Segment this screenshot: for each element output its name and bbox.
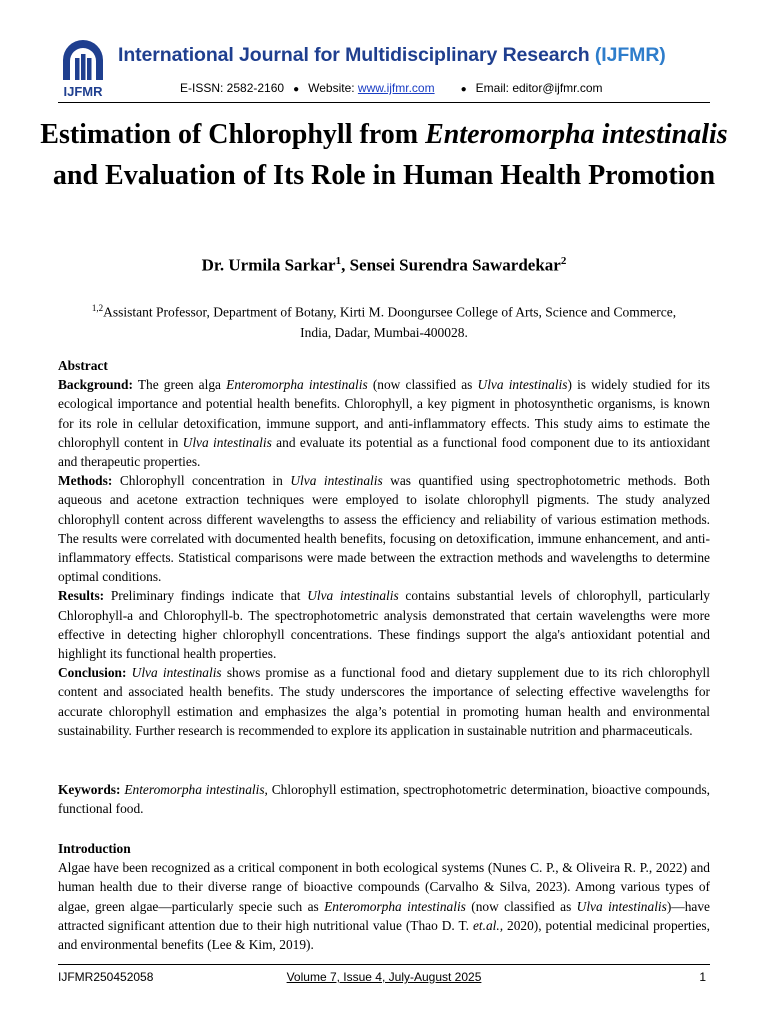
keywords-label: Keywords: <box>58 782 121 797</box>
email: Email: editor@ijfmr.com <box>475 81 603 95</box>
paragraph-text: 2020), potential medicinal properties, and environmental benefits (Lee & Kim, 2019). <box>58 917 710 953</box>
affiliation-text: Assistant Professor, Department of Botany, Kirti M. Doongursee College of Arts, Science and Commerce, India, Dadar, Mumbai-400028. <box>103 304 677 340</box>
paragraph-text: (now classified as <box>367 377 478 393</box>
abstract-methods <box>58 471 710 586</box>
species-name: Ulva intestinalis <box>290 473 383 489</box>
affiliation <box>80 298 688 343</box>
author-name: Sensei Surendra Sawardekar <box>349 255 561 275</box>
ijfmr-logo <box>58 40 108 100</box>
section-label: Results: <box>58 588 105 604</box>
author-list <box>40 255 728 276</box>
journal-header <box>58 40 718 100</box>
eissn: E-ISSN: 2582-2160 <box>180 81 285 95</box>
journal-abbr: (IJFMR) <box>594 44 666 66</box>
author-separator: , <box>341 255 350 275</box>
keywords-text: , Chlorophyll estimation, spectrophotometric determination, bioactive compounds, functional food. <box>58 782 710 817</box>
paragraph-text: The green alga <box>132 377 227 393</box>
bullet-separator: ● <box>293 84 300 95</box>
paragraph-text: contains substantial levels of chlorophyll, particularly Chlorophyll-a and Chlorophyll-b. The spectrophotometric analysis demonstrated that certain wavelengths were more effective in detecting higher chlorophyll concentrations. These findings support the alga's antioxidant potential and highlight its functional health properties. <box>58 588 711 662</box>
footer-divider <box>58 964 710 965</box>
citation-etal: et.al., <box>472 917 504 933</box>
paragraph-text: Algae have been recognized as a critical component in both ecological systems (Nunes C. P., & Oliveira R. P., 2022) and human health due to their diverse range of bioactive compounds (Carvalho & Silva, 2023). Among various types of algae, green algae—particularly specie such as <box>58 860 710 914</box>
abstract-heading: Abstract <box>58 358 108 373</box>
paragraph-text: Chlorophyll concentration in <box>112 473 291 489</box>
species-name: Enteromorpha intestinalis <box>324 898 466 914</box>
paragraph-text: was quantified using spectrophotometric methods. Both aqueous and acetone extraction techniques were employed to isolate chlorophyll pigments. The study analyzed chlorophyll content across different wavelengths to assess the efficiency and reliability of various estimation methods. The results were correlated with documented health benefits, focusing on detoxification, immune enhancement, and anti-inflammatory effects. Statistical comparisons were made between the extraction methods and wavelengths to determine optimal conditions. <box>58 473 710 585</box>
paragraph-text: (now classified as <box>465 898 577 914</box>
species-name: Ulva intestinalis <box>477 377 568 393</box>
paragraph-text: and evaluate its potential as a functional food component due to its antioxidant and therapeutic properties. <box>58 434 711 470</box>
introduction-paragraph <box>58 858 710 954</box>
section-label: Conclusion: <box>58 665 127 681</box>
abstract-background <box>58 375 710 471</box>
paragraph-text: shows promise as a functional food and dietary supplement due to its rich chlorophyll content and associated health benefits. The study underscores the importance of selecting effective wavelengths for accurate chlorophyll estimation and emphasizes the alga’s potential in promoting human health and environmental sustainability. Further research is recommended to explore its application in sustainable nutrition and pharmaceuticals. <box>58 665 710 738</box>
keywords-section <box>58 780 710 818</box>
introduction-section <box>58 839 710 954</box>
page-footer <box>58 970 710 988</box>
journal-contact-line <box>180 81 603 95</box>
keywords <box>58 780 710 818</box>
author-name: Dr. Urmila Sarkar <box>201 255 336 275</box>
abstract-conclusion <box>58 663 710 740</box>
section-label: Methods: <box>58 473 113 489</box>
introduction-heading: Introduction <box>58 841 131 856</box>
abstract-results <box>58 586 710 663</box>
website-label: Website: <box>308 81 355 95</box>
paragraph-text: )—have attracted significant attention due to their high nutritional value (Thao D. T. <box>58 898 710 933</box>
author-affiliation-marker: 2 <box>560 255 567 267</box>
species-name: Ulva intestinalis <box>576 898 667 914</box>
section-label: Background: <box>58 377 133 393</box>
title-text: Estimation of Chlorophyll from <box>40 119 426 150</box>
abstract-section <box>58 356 710 740</box>
paragraph-text: ) is widely studied for its ecological importance and potential health benefits. Chlorophyll, a key pigment in photosynthetic organisms, is known for its role in cellular detoxification, immune support, and anti-inflammatory effects. This study aims to estimate the chlorophyll content in <box>58 377 711 450</box>
species-name: Ulva intestinalis <box>131 665 222 681</box>
logo-text: IJFMR <box>63 84 103 99</box>
website-link[interactable]: www.ijfmr.com <box>357 81 435 95</box>
volume-issue: Volume 7, Issue 4, July-August 2025 <box>286 970 482 984</box>
affiliation-marker: 1,2 <box>91 303 104 313</box>
species-name: Enteromorpha intestinalis <box>124 782 265 797</box>
paragraph-text: Preliminary findings indicate that <box>104 588 308 604</box>
journal-title <box>118 44 666 67</box>
bullet-separator: ● <box>460 84 467 95</box>
species-name: Ulva intestinalis <box>307 588 399 604</box>
paper-title <box>40 114 728 196</box>
title-text: and Evaluation of Its Role in Human Health Promotion <box>52 160 716 191</box>
title-species-name: Enteromorpha intestinalis <box>425 119 728 150</box>
journal-name: International Journal for Multidisciplinary Research <box>118 44 590 66</box>
page-number: 1 <box>699 970 706 984</box>
species-name: Enteromorpha intestinalis <box>226 377 368 393</box>
species-name: Ulva intestinalis <box>182 434 272 450</box>
header-divider <box>58 102 710 103</box>
paper-id: IJFMR250452058 <box>58 970 154 984</box>
author-affiliation-marker: 1 <box>335 255 342 267</box>
